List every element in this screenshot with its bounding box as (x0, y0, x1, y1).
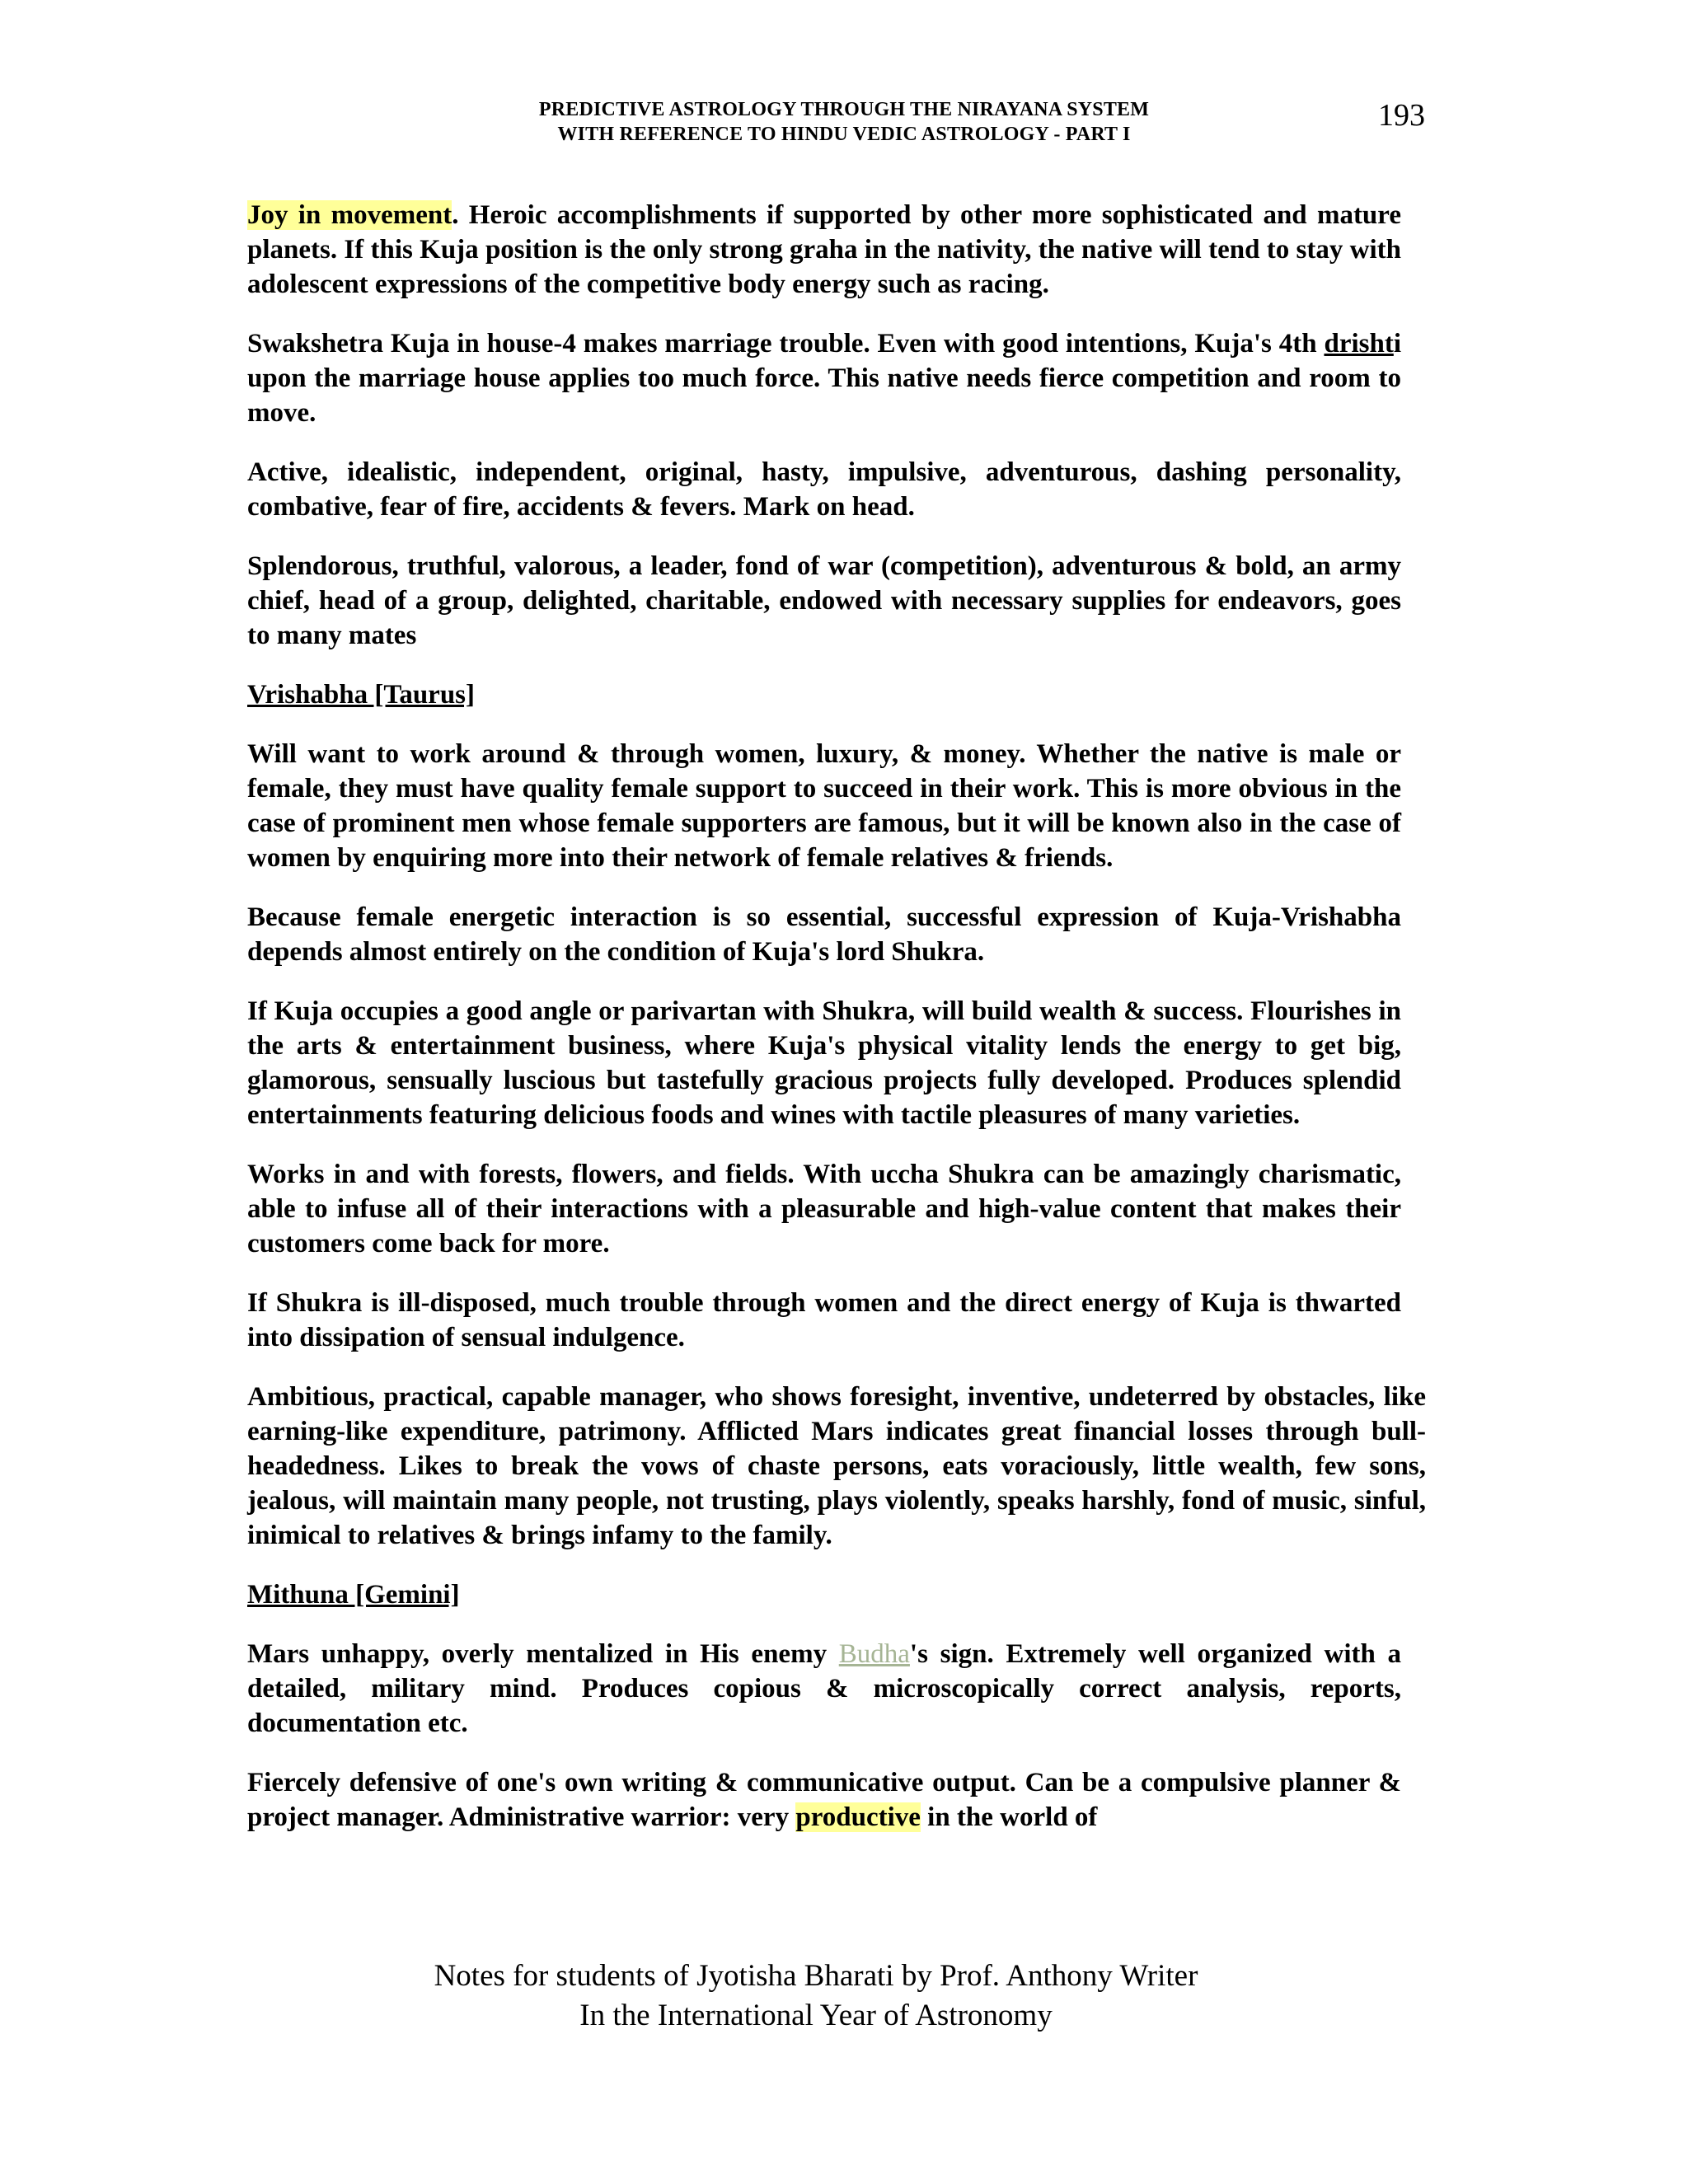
page-number: 193 (1378, 98, 1425, 133)
footer-line-2: In the International Year of Astronomy (579, 1999, 1053, 2032)
paragraph-fiercely-defensive (247, 1765, 1401, 1835)
paragraph-joy-in-movement (247, 198, 1401, 302)
footer-line-1: Notes for students of Jyotisha Bharati by Prof. Anthony Writer (434, 1959, 1198, 1993)
highlighted-phrase: Joy in movement (247, 200, 452, 230)
underlined-term-drishti: drisht (1324, 329, 1394, 359)
paragraph-splendorous: Splendorous, truthful, valorous, a leader, fond of war (competition), adventurous & bold, an army chief, head of a group, delighted, charitable, endowed with necessary supplies for endeavors, goes to many mates (247, 551, 1401, 650)
paragraph-swakshetra (247, 326, 1401, 430)
paragraph-text: Fiercely defensive of one's own writing & communicative output. Can be a compulsive planner & project manager. Administrative warrior: very (247, 1768, 1401, 1832)
paragraph-text: 's sign. Extremely well organized with a detailed, military mind. Produces copious & microscopically correct analysis, reports, documentation etc. (247, 1639, 1402, 1738)
paragraph-traits: Active, idealistic, independent, original, hasty, impulsive, adventurous, dashing personality, combative, fear of fire, accidents & fevers. Mark on head. (247, 457, 1401, 522)
paragraph-text: i upon the marriage house applies too much force. This native needs fierce competition and room to move. (247, 329, 1401, 428)
paragraph-text: . Heroic accomplishments if supported by other more sophisticated and mature planets. If this Kuja position is the only strong graha in the nativity, the native will tend to stay with adolescent expressions of the competitive body energy such as racing. (247, 200, 1401, 299)
paragraph-text: in the world of (920, 1802, 1098, 1832)
link-budha[interactable]: Budha (838, 1639, 910, 1669)
highlighted-word-productive: productive (795, 1802, 921, 1832)
paragraph-ill-disposed: If Shukra is ill-disposed, much trouble through women and the direct energy of Kuja is thwarted into dissipation of sensual indulgence. (247, 1288, 1401, 1352)
header-line-1: PREDICTIVE ASTROLOGY THROUGH THE NIRAYANA SYSTEM (538, 99, 1150, 120)
section-heading-gemini: Mithuna [Gemini] (247, 1580, 460, 1610)
page-footer (0, 1957, 1632, 2036)
body-text (247, 198, 1426, 1859)
paragraph-female-energetic: Because female energetic interaction is so essential, successful expression of Kuja-Vrishabha depends almost entirely on the condition of Kuja's lord Shukra. (247, 902, 1401, 967)
paragraph-parivartan: If Kuja occupies a good angle or parivartan with Shukra, will build wealth & success. Flourishes in the arts & entertainment business, where Kuja's physical vitality lends the energy to get big, glamorous, sensually luscious but tastefully gracious projects fully developed. Produces splendid entertainments featuring delicious foods and wines with tactile pleasures of many varieties. (247, 996, 1401, 1130)
paragraph-text: Mars unhappy, overly mentalized in His enemy (247, 1639, 839, 1669)
paragraph-mars-unhappy (247, 1637, 1401, 1741)
paragraph-text: Swakshetra Kuja in house-4 makes marriage trouble. Even with good intentions, Kuja's 4th (247, 329, 1325, 359)
paragraph-ambitious: Ambitious, practical, capable manager, who shows foresight, inventive, undeterred by obstacles, like earning-like expenditure, patrimony. Afflicted Mars indicates great financial losses through bull-headedness. Likes to break the vows of chaste persons, eats voraciously, little wealth, few sons, jealous, will maintain many people, not trusting, plays violently, speaks harshly, fond of music, sinful, inimical to relatives & brings infamy to the family. (247, 1382, 1426, 1550)
paragraph-forests: Works in and with forests, flowers, and fields. With uccha Shukra can be amazingly charismatic, able to infuse all of their interactions with a pleasurable and high-value content that makes their customers come back for more. (247, 1160, 1401, 1258)
running-header (0, 97, 1688, 147)
section-heading-taurus: Vrishabha [Taurus] (247, 680, 476, 710)
paragraph-women-luxury: Will want to work around & through women, luxury, & money. Whether the native is male or female, they must have quality female support to succeed in their work. This is more obvious in the case of prominent men whose female supporters are famous, but it will be known also in the case of women by enquiring more into their network of female relatives & friends. (247, 739, 1401, 873)
header-line-2: WITH REFERENCE TO HINDU VEDIC ASTROLOGY - PART I (557, 124, 1131, 145)
